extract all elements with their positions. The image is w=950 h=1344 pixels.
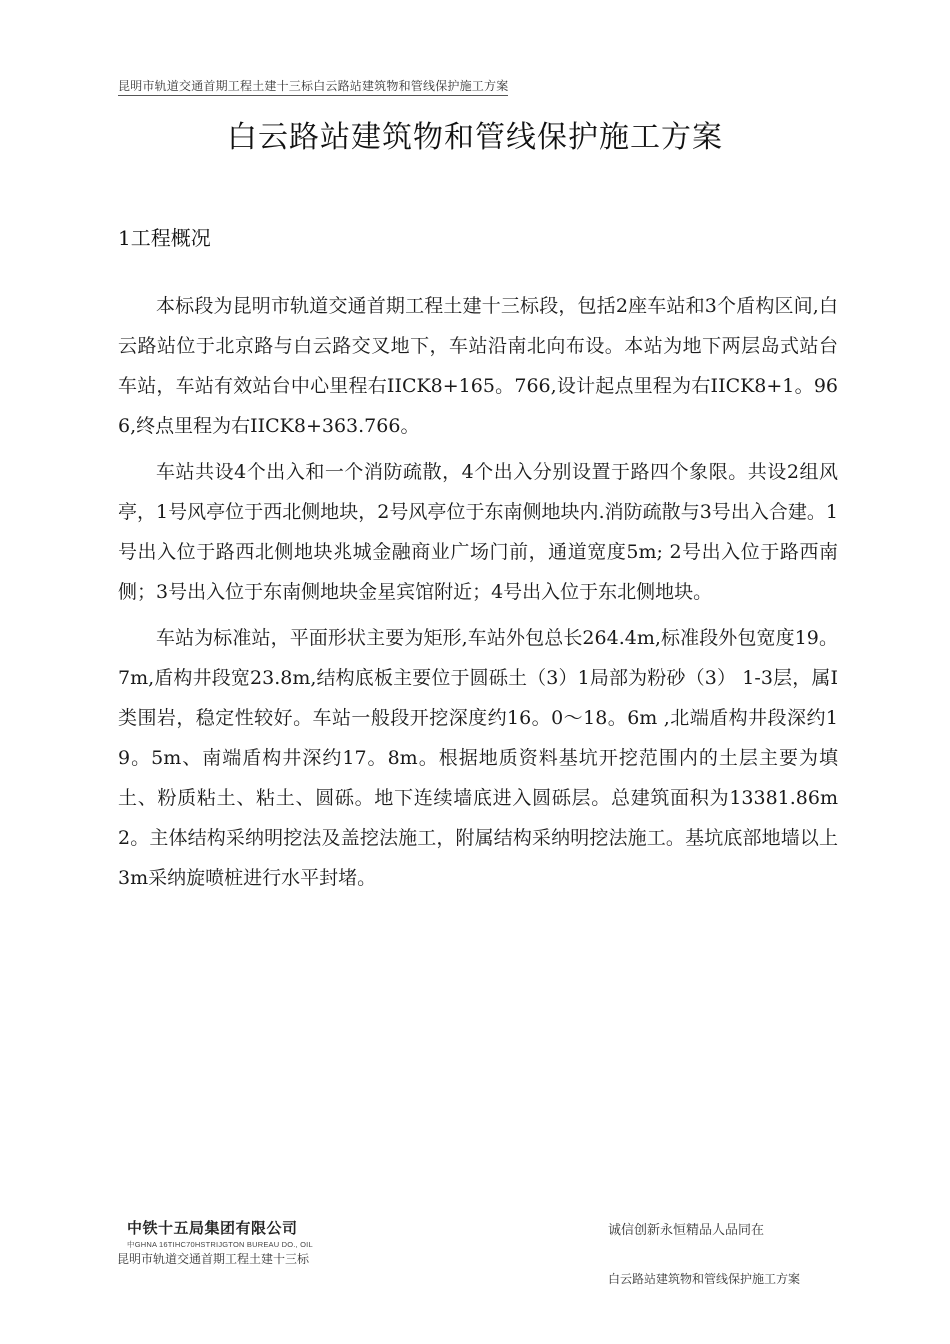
paragraph: 本标段为昆明市轨道交通首期工程土建十三标段，包括2座车站和3个盾构区间,白云路站位于北京路与白云路交叉地下，车站沿南北向布设。本站为地下两层岛式站台车站，车站有效站台中心里程右IICK8+165。766,设计起点里程为右IICK8+1。966,终点里程为右IICK8+363.766。 [118, 295, 838, 437]
document-title: 白云路站建筑物和管线保护施工方案 [227, 120, 723, 155]
running-header: 昆明市轨道交通首期工程土建十三标白云路站建筑物和管线保护施工方案 [118, 77, 508, 96]
paragraph: 车站为标准站，平面形状主要为矩形,车站外包总长264.4m,标准段外包宽度19。7m,盾构井段宽23.8m,结构底板主要位于圆砾土（3）1局部为粉砂（3） 1-3层，属I类围岩，稳定性较好。车站一般段开挖深度约16。0〜18。6m ,北端盾构井段深约19。5m、南端盾构井深约17。8m。根据地质资料基坑开挖范围内的土层主要为填土、粉质粘土、粘土、圆砾。地下连续墙底进入圆砾层。总建筑面积为13381.86m2。主体结构采纳明挖法及盖挖法施工，附属结构采纳明挖法施工。基坑底部地墙以上3m采纳旋喷桩进行水平封堵。 [118, 627, 838, 889]
paragraph: 车站共设4个出入和一个消防疏散，4个出入分别设置于路四个象限。共设2组风亭，1号风亭位于西北侧地块，2号风亭位于东南侧地块内.消防疏散与3号出入合建。1号出入位于路西北侧地块兆城金融商业广场门前，通道宽度5m; 2号出入位于路西南侧；3号出入位于东南侧地块金星宾馆附近；4号出入位于东北侧地块。 [118, 461, 838, 603]
company-logo-block [127, 1217, 313, 1250]
footer-document-name: 白云路站建筑物和管线保护施工方案 [608, 1272, 801, 1286]
company-name: 中铁十五局集团有限公司 [127, 1219, 298, 1237]
section-heading: 1工程概况 [118, 226, 211, 250]
footer-slogan: 诚信创新永恒精品人品同在 [608, 1223, 765, 1238]
body-text [118, 286, 838, 904]
company-name-english: 中GHNA 16TIHC70HSTRIJGTON BUREAU DO., OIL [127, 1240, 313, 1249]
footer-project-name: 昆明市轨道交通首期工程土建十三标 [117, 1252, 310, 1266]
